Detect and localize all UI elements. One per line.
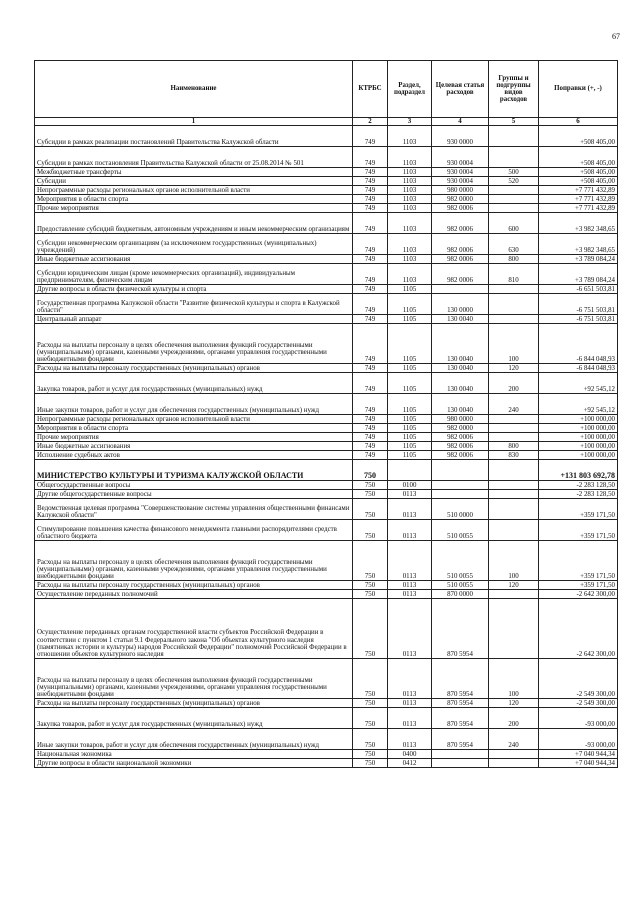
row-ktrbs: 749 (353, 204, 388, 213)
table-row (35, 433, 618, 442)
row-article: 870 5954 (432, 729, 489, 750)
row-group (489, 750, 539, 759)
row-section (388, 460, 432, 481)
row-section: 0113 (388, 520, 432, 541)
row-amount: -93 000,00 (539, 708, 618, 729)
row-section: 1103 (388, 255, 432, 264)
row-amount: +7 771 432,89 (539, 195, 618, 204)
row-name: Предоставление субсидий бюджетным, автономным учреждениям и иным некоммерческим организациям (35, 213, 353, 234)
row-name: Расходы на выплаты персоналу в целях обеспечения выполнения функций государственными (муниципальными) органами, казенными учреждениями, органами управления государственными внебюджетными фондами (35, 541, 353, 581)
row-amount: +7 771 432,89 (539, 186, 618, 195)
row-article: 982 0006 (432, 255, 489, 264)
row-ktrbs: 749 (353, 415, 388, 424)
table-row (35, 285, 618, 294)
row-name: Непрограммные расходы региональных органов исполнительной власти (35, 415, 353, 424)
row-section: 0113 (388, 581, 432, 590)
row-section: 1105 (388, 442, 432, 451)
row-ktrbs: 749 (353, 234, 388, 255)
row-amount: +7 771 432,89 (539, 204, 618, 213)
row-section: 1105 (388, 373, 432, 394)
row-ktrbs: 749 (353, 294, 388, 315)
row-amount: +92 545,12 (539, 394, 618, 415)
row-article: 870 0000 (432, 590, 489, 599)
row-name: Субсидии юридическим лицам (кроме некоммерческих организаций), индивидуальным предпринимателям, физическим лицам (35, 264, 353, 285)
row-section: 0113 (388, 490, 432, 499)
row-amount: +7 040 944,34 (539, 759, 618, 768)
row-group (489, 520, 539, 541)
row-name: Мероприятия в области спорта (35, 195, 353, 204)
row-article: 510 0000 (432, 499, 489, 520)
table-row (35, 699, 618, 708)
row-section: 1103 (388, 168, 432, 177)
row-section: 1105 (388, 315, 432, 324)
row-ktrbs: 749 (353, 433, 388, 442)
row-name: Другие вопросы в области национальной экономики (35, 759, 353, 768)
row-article (432, 490, 489, 499)
row-name: Иные закупки товаров, работ и услуг для обеспечения государственных (муниципальных) нужд (35, 394, 353, 415)
row-name: МИНИСТЕРСТВО КУЛЬТУРЫ И ТУРИЗМА КАЛУЖСКОЙ ОБЛАСТИ (35, 460, 353, 481)
row-group (489, 285, 539, 294)
row-group: 830 (489, 451, 539, 460)
row-article: 982 0006 (432, 234, 489, 255)
table-row (35, 581, 618, 590)
row-name: Стимулирование повышения качества финансового менеджмента главными распорядителями средств областного бюджета (35, 520, 353, 541)
row-group (489, 590, 539, 599)
row-group (489, 126, 539, 147)
row-ktrbs: 750 (353, 708, 388, 729)
row-ktrbs: 749 (353, 285, 388, 294)
row-ktrbs: 749 (353, 126, 388, 147)
row-section: 0113 (388, 729, 432, 750)
row-article (432, 759, 489, 768)
row-ktrbs: 749 (353, 451, 388, 460)
row-ktrbs: 750 (353, 481, 388, 490)
row-amount: -6 844 048,93 (539, 324, 618, 364)
row-section: 1103 (388, 126, 432, 147)
row-name: Ведомственная целевая программа "Совершенствование системы управления общественными финансами Калужской области" (35, 499, 353, 520)
row-group (489, 599, 539, 659)
row-name: Межбюджетные трансферты (35, 168, 353, 177)
row-section: 1103 (388, 186, 432, 195)
row-name: Субсидии некоммерческим организациям (за исключением государственных (муниципальных) учреждений) (35, 234, 353, 255)
row-amount: +359 171,50 (539, 541, 618, 581)
row-ktrbs: 749 (353, 177, 388, 186)
table-row (35, 659, 618, 699)
row-ktrbs: 750 (353, 460, 388, 481)
header-name: Наименование (35, 61, 353, 118)
row-section: 1105 (388, 451, 432, 460)
table-row (35, 750, 618, 759)
row-ktrbs: 750 (353, 699, 388, 708)
row-ktrbs: 750 (353, 590, 388, 599)
row-amount: -2 642 300,00 (539, 590, 618, 599)
row-group: 120 (489, 581, 539, 590)
row-name: Субсидии в рамках постановления Правительства Калужской области от 25.08.2014 № 501 (35, 147, 353, 168)
row-group: 100 (489, 541, 539, 581)
row-ktrbs: 749 (353, 186, 388, 195)
table-row (35, 541, 618, 581)
row-group: 520 (489, 177, 539, 186)
row-name: Закупка товаров, работ и услуг для государственных (муниципальных) нужд (35, 373, 353, 394)
row-group: 200 (489, 708, 539, 729)
row-name: Непрограммные расходы региональных органов исполнительной власти (35, 186, 353, 195)
row-name: Другие вопросы в области физической культуры и спорта (35, 285, 353, 294)
row-article: 510 0055 (432, 581, 489, 590)
row-amount: +3 789 084,24 (539, 255, 618, 264)
row-group (489, 460, 539, 481)
row-section: 0400 (388, 750, 432, 759)
row-group (489, 481, 539, 490)
table-row (35, 177, 618, 186)
table-row (35, 460, 618, 481)
row-article: 930 0004 (432, 177, 489, 186)
row-article: 930 0004 (432, 147, 489, 168)
row-article: 982 0006 (432, 213, 489, 234)
row-amount: +7 040 944,34 (539, 750, 618, 759)
table-row (35, 126, 618, 147)
row-section: 1103 (388, 204, 432, 213)
row-group (489, 195, 539, 204)
row-section: 1103 (388, 234, 432, 255)
row-name: Национальная экономика (35, 750, 353, 759)
row-group: 240 (489, 394, 539, 415)
row-group: 630 (489, 234, 539, 255)
row-name: Расходы на выплаты персоналу в целях обеспечения выполнения функций государственными (муниципальными) органами, казенными учреждениями, органами управления государственными внебюджетными фондами (35, 659, 353, 699)
table-row (35, 394, 618, 415)
table-row (35, 520, 618, 541)
column-number: 3 (388, 118, 432, 126)
row-group (489, 315, 539, 324)
row-ktrbs: 749 (353, 324, 388, 364)
row-ktrbs: 749 (353, 147, 388, 168)
column-number: 4 (432, 118, 489, 126)
row-amount: +3 982 348,65 (539, 234, 618, 255)
column-number: 6 (539, 118, 618, 126)
row-article: 982 0006 (432, 264, 489, 285)
row-amount: +100 000,00 (539, 415, 618, 424)
row-amount: +508 405,00 (539, 177, 618, 186)
row-amount: +508 405,00 (539, 126, 618, 147)
row-group (489, 499, 539, 520)
row-amount: -93 000,00 (539, 729, 618, 750)
row-group: 500 (489, 168, 539, 177)
row-article: 980 0000 (432, 186, 489, 195)
header-group: Группы и подгруппы видов расходов (489, 61, 539, 118)
row-section: 1103 (388, 147, 432, 168)
table-row (35, 204, 618, 213)
row-amount: -2 549 300,00 (539, 699, 618, 708)
row-group (489, 433, 539, 442)
row-amount: +508 405,00 (539, 168, 618, 177)
row-amount: +100 000,00 (539, 424, 618, 433)
header-article: Целевая статья расходов (432, 61, 489, 118)
table-row (35, 599, 618, 659)
table-row (35, 590, 618, 599)
row-name: Государственная программа Калужской области "Развитие физической культуры и спорта в Калужской области" (35, 294, 353, 315)
column-number: 1 (35, 118, 353, 126)
row-ktrbs: 749 (353, 255, 388, 264)
row-name: Иные бюджетные ассигнования (35, 442, 353, 451)
row-group (489, 294, 539, 315)
table-row (35, 264, 618, 285)
row-section: 1105 (388, 394, 432, 415)
row-section: 0100 (388, 481, 432, 490)
table-row (35, 499, 618, 520)
row-name: Закупка товаров, работ и услуг для государственных (муниципальных) нужд (35, 708, 353, 729)
table-row (35, 213, 618, 234)
row-ktrbs: 750 (353, 499, 388, 520)
row-amount: -6 844 048,93 (539, 364, 618, 373)
row-section: 0113 (388, 599, 432, 659)
row-group: 240 (489, 729, 539, 750)
row-article (432, 481, 489, 490)
table-row (35, 255, 618, 264)
table-row (35, 442, 618, 451)
table-row (35, 294, 618, 315)
row-amount: +3 982 348,65 (539, 213, 618, 234)
row-article: 870 5954 (432, 599, 489, 659)
row-amount: -2 283 128,50 (539, 490, 618, 499)
row-name: Расходы на выплаты персоналу государственных (муниципальных) органов (35, 581, 353, 590)
row-name: Исполнение судебных актов (35, 451, 353, 460)
row-section: 0113 (388, 499, 432, 520)
row-ktrbs: 750 (353, 750, 388, 759)
row-section: 0113 (388, 659, 432, 699)
row-group (489, 759, 539, 768)
row-article: 510 0055 (432, 520, 489, 541)
row-name: Расходы на выплаты персоналу государственных (муниципальных) органов (35, 364, 353, 373)
row-ktrbs: 749 (353, 213, 388, 234)
row-group: 200 (489, 373, 539, 394)
table-row (35, 195, 618, 204)
row-amount: +3 789 084,24 (539, 264, 618, 285)
row-article: 982 0000 (432, 424, 489, 433)
table-row (35, 490, 618, 499)
row-section: 1105 (388, 324, 432, 364)
row-group: 810 (489, 264, 539, 285)
row-article (432, 460, 489, 481)
row-article: 980 0000 (432, 415, 489, 424)
page-number: 67 (612, 32, 620, 41)
row-amount: +100 000,00 (539, 451, 618, 460)
row-section: 0113 (388, 699, 432, 708)
row-amount: -6 751 503,81 (539, 294, 618, 315)
row-name: Осуществление переданных органам государственной власти субъектов Российской Федерации в соответствии с пунктом 1 статьи 9.1 Федерального закона "Об объектах культурного наследия (памятниках истории и культуры) народов Российской Федерации" полномочий Российской Федерации в отношении объектов культурного наследия (35, 599, 353, 659)
row-section: 1103 (388, 177, 432, 186)
row-group (489, 490, 539, 499)
row-amount: -2 549 300,00 (539, 659, 618, 699)
row-article: 930 0004 (432, 168, 489, 177)
table-row (35, 424, 618, 433)
row-ktrbs: 749 (353, 264, 388, 285)
row-group (489, 424, 539, 433)
row-name: Другие общегосударственные вопросы (35, 490, 353, 499)
header-ktrbs: КТРБС (353, 61, 388, 118)
row-section: 1105 (388, 285, 432, 294)
row-name: Общегосударственные вопросы (35, 481, 353, 490)
row-amount: +359 171,50 (539, 581, 618, 590)
row-amount: -2 642 300,00 (539, 599, 618, 659)
row-amount: +100 000,00 (539, 433, 618, 442)
table-body (35, 126, 618, 768)
row-group: 120 (489, 699, 539, 708)
row-section: 1105 (388, 294, 432, 315)
row-ktrbs: 750 (353, 541, 388, 581)
row-group: 600 (489, 213, 539, 234)
column-number: 5 (489, 118, 539, 126)
table-row (35, 415, 618, 424)
row-name: Иные закупки товаров, работ и услуг для обеспечения государственных (муниципальных) нужд (35, 729, 353, 750)
row-group: 100 (489, 324, 539, 364)
row-article: 982 0006 (432, 451, 489, 460)
row-section: 0113 (388, 541, 432, 581)
row-ktrbs: 749 (353, 364, 388, 373)
row-ktrbs: 749 (353, 373, 388, 394)
row-section: 1105 (388, 433, 432, 442)
row-section: 1103 (388, 264, 432, 285)
table-row (35, 147, 618, 168)
table-row (35, 451, 618, 460)
row-article: 130 0000 (432, 294, 489, 315)
table-row (35, 373, 618, 394)
row-article: 130 0040 (432, 315, 489, 324)
table-row (35, 729, 618, 750)
row-section: 1105 (388, 364, 432, 373)
header-amount: Поправки (+, -) (539, 61, 618, 118)
row-amount: +92 545,12 (539, 373, 618, 394)
row-name: Расходы на выплаты персоналу в целях обеспечения выполнения функций государственными (муниципальными) органами, казенными учреждениями, органами управления государственными внебюджетными фондами (35, 324, 353, 364)
row-amount: +359 171,50 (539, 499, 618, 520)
row-article: 130 0040 (432, 324, 489, 364)
row-ktrbs: 750 (353, 520, 388, 541)
row-ktrbs: 750 (353, 490, 388, 499)
row-group: 800 (489, 442, 539, 451)
row-section: 0113 (388, 708, 432, 729)
row-article: 930 0000 (432, 126, 489, 147)
row-article: 870 5954 (432, 659, 489, 699)
row-amount: -2 283 128,50 (539, 481, 618, 490)
row-name: Осуществление переданных полномочий (35, 590, 353, 599)
row-ktrbs: 750 (353, 659, 388, 699)
row-section: 1105 (388, 415, 432, 424)
budget-table (34, 60, 618, 768)
row-article: 130 0040 (432, 364, 489, 373)
row-group (489, 147, 539, 168)
row-name: Расходы на выплаты персоналу государственных (муниципальных) органов (35, 699, 353, 708)
row-group (489, 186, 539, 195)
row-group: 120 (489, 364, 539, 373)
row-ktrbs: 750 (353, 581, 388, 590)
row-article: 870 5954 (432, 699, 489, 708)
table-row (35, 315, 618, 324)
row-amount: +131 803 692,78 (539, 460, 618, 481)
table-row (35, 759, 618, 768)
table-row (35, 364, 618, 373)
row-article: 982 0006 (432, 442, 489, 451)
table-row (35, 324, 618, 364)
row-ktrbs: 749 (353, 394, 388, 415)
row-group: 800 (489, 255, 539, 264)
row-section: 0113 (388, 590, 432, 599)
row-name: Прочие мероприятия (35, 433, 353, 442)
row-section: 0412 (388, 759, 432, 768)
row-section: 1105 (388, 424, 432, 433)
row-ktrbs: 749 (353, 195, 388, 204)
row-ktrbs: 750 (353, 759, 388, 768)
table-row (35, 186, 618, 195)
row-name: Центральный аппарат (35, 315, 353, 324)
row-article: 982 0006 (432, 433, 489, 442)
row-article: 130 0040 (432, 394, 489, 415)
row-amount: +508 405,00 (539, 147, 618, 168)
row-group (489, 415, 539, 424)
row-section: 1103 (388, 195, 432, 204)
row-name: Иные бюджетные ассигнования (35, 255, 353, 264)
row-ktrbs: 750 (353, 729, 388, 750)
row-article (432, 750, 489, 759)
row-ktrbs: 750 (353, 599, 388, 659)
row-name: Субсидии в рамках реализации постановлений Правительства Калужской области (35, 126, 353, 147)
row-article: 982 0006 (432, 204, 489, 213)
row-ktrbs: 749 (353, 168, 388, 177)
row-ktrbs: 749 (353, 424, 388, 433)
column-number-row (35, 118, 618, 126)
row-section: 1103 (388, 213, 432, 234)
row-name: Мероприятия в области спорта (35, 424, 353, 433)
row-article: 870 5954 (432, 708, 489, 729)
row-amount: +359 171,50 (539, 520, 618, 541)
row-group: 100 (489, 659, 539, 699)
header-section: Раздел, подраздел (388, 61, 432, 118)
row-name: Субсидии (35, 177, 353, 186)
row-article: 982 0000 (432, 195, 489, 204)
row-ktrbs: 749 (353, 442, 388, 451)
table-row (35, 234, 618, 255)
row-group (489, 204, 539, 213)
table-row (35, 481, 618, 490)
column-number: 2 (353, 118, 388, 126)
table-row (35, 168, 618, 177)
row-amount: +100 000,00 (539, 442, 618, 451)
row-article: 510 0055 (432, 541, 489, 581)
row-article (432, 285, 489, 294)
row-amount: -6 651 503,81 (539, 285, 618, 294)
table-row (35, 708, 618, 729)
row-amount: -6 751 503,81 (539, 315, 618, 324)
row-name: Прочие мероприятия (35, 204, 353, 213)
header-row (35, 61, 618, 118)
row-article: 130 0040 (432, 373, 489, 394)
row-ktrbs: 749 (353, 315, 388, 324)
